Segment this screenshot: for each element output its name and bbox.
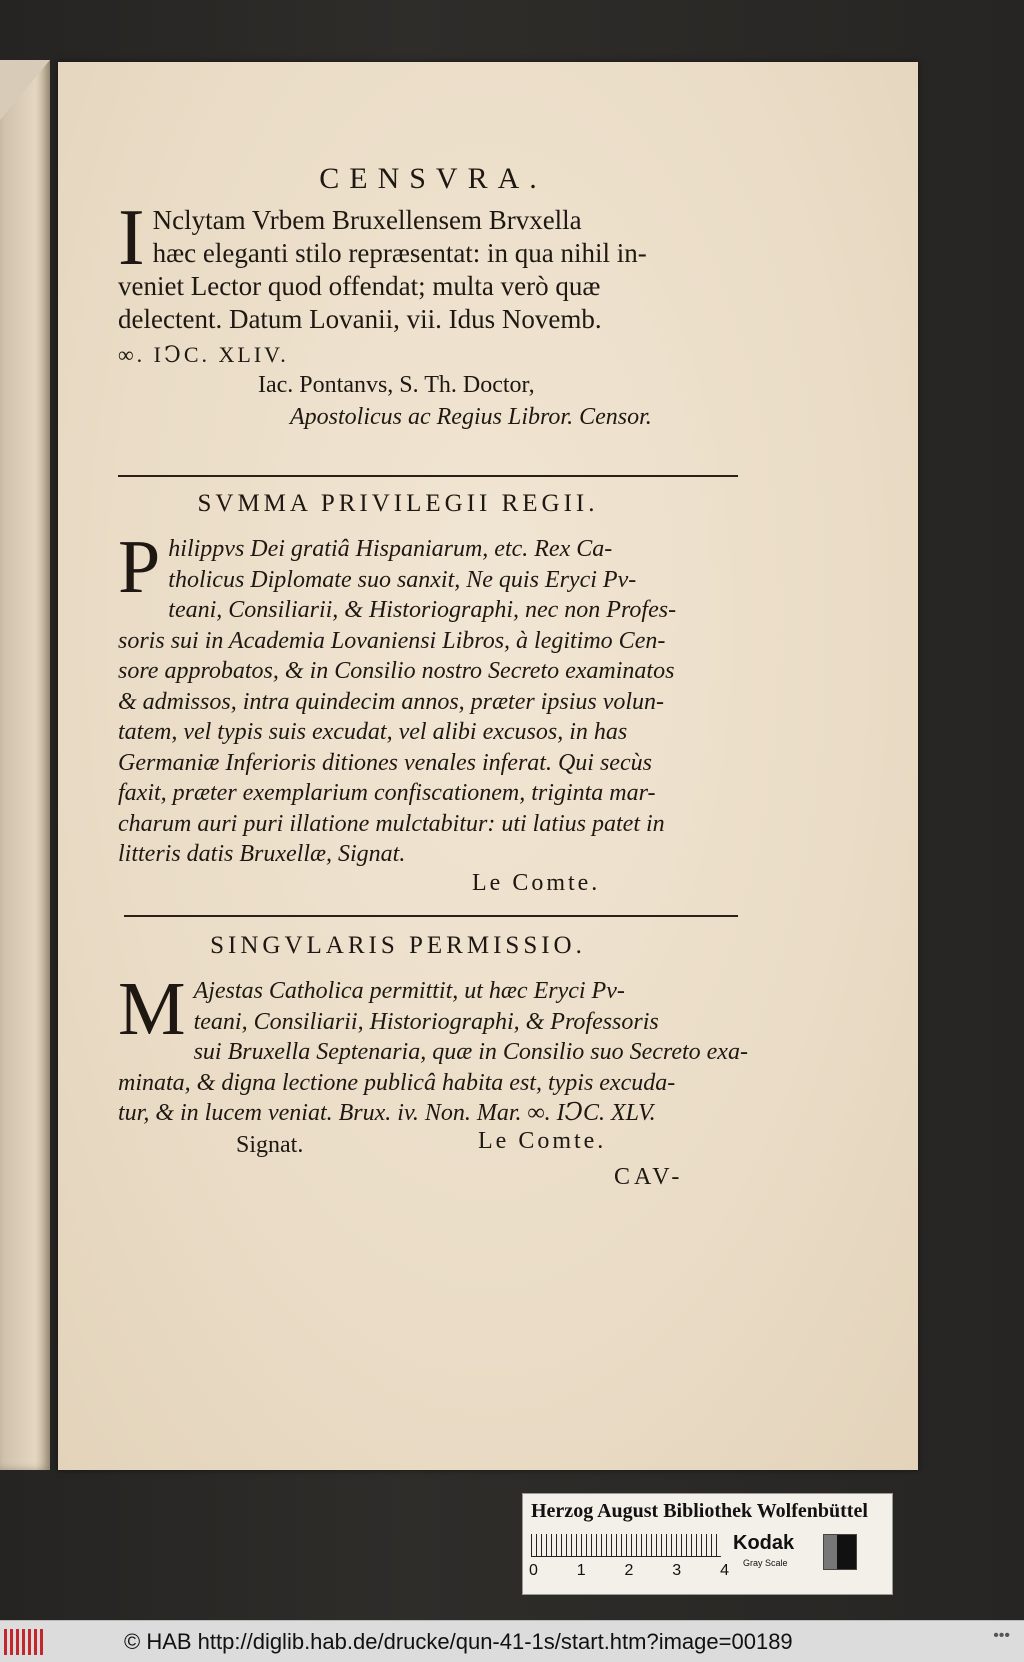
- catchword: CAV-: [614, 1164, 684, 1190]
- scanned-page: [58, 62, 918, 1470]
- copyright-url[interactable]: © HAB http://diglib.hab.de/drucke/qun-41-1s/start.htm?image=00189: [124, 1629, 793, 1654]
- permissio-line-3: sui Bruxella Septenaria, quæ in Consilio suo Secreto exa-: [193, 1039, 748, 1065]
- privilegium-signature: Le Comte.: [472, 870, 601, 896]
- permissio-signature: Le Comte.: [478, 1128, 607, 1154]
- censura-text: [118, 194, 748, 336]
- color-target-card: [522, 1493, 893, 1595]
- privilegium-line-7: tatem, vel typis suis excudat, vel alibi excusos, in has: [118, 719, 628, 745]
- hab-logo-icon: [4, 1629, 46, 1655]
- privilegium-dropcap: P: [118, 525, 161, 609]
- censura-signer-1: Iac. Pontanvs, S. Th. Doctor,: [258, 372, 535, 398]
- divider-rule: [124, 915, 738, 917]
- ruler-number: 4: [720, 1562, 729, 1579]
- gray-scale-label: Gray Scale: [743, 1558, 788, 1568]
- privilegium-line-9: faxit, præter exemplarium confiscationem, triginta mar-: [118, 780, 656, 806]
- censura-date: ∞. IↃC. XLIV.: [118, 342, 289, 367]
- censura-line-2: hæc eleganti stilo repræsentat: in qua nihil in-: [152, 238, 647, 268]
- censura-line-3: veniet Lector quod offendat; multa verò quæ: [118, 271, 601, 301]
- more-icon[interactable]: •••: [993, 1627, 1010, 1644]
- permissio-line-2: teani, Consiliarii, Historiographi, & Professoris: [193, 1008, 659, 1035]
- privilegium-line-3: teani, Consiliarii, & Historiographi, nec non Profes-: [168, 597, 677, 623]
- permissio-dropcap: M: [118, 967, 186, 1051]
- ruler-numbers: [529, 1562, 729, 1580]
- ruler-number: 3: [672, 1562, 682, 1579]
- censura-dropcap: I: [118, 194, 145, 282]
- previous-page-edge: [0, 60, 50, 1470]
- censura-signer-2: Apostolicus ac Regius Libror. Censor.: [290, 404, 652, 430]
- ruler-number: 2: [624, 1562, 634, 1579]
- privilegium-line-2: tholicus Diplomate suo sanxit, Ne quis Eryci Pv-: [168, 566, 637, 593]
- privilegium-line-10: charum auri puri illatione mulctabitur: uti latius patet in: [118, 810, 665, 837]
- permissio-line-4: minata, & digna lectione publicâ habita est, typis excuda-: [118, 1069, 676, 1096]
- censura-line-4: delectent. Datum Lovanii, vii. Idus Novemb.: [118, 304, 602, 334]
- divider-rule: [118, 475, 738, 477]
- privilegium-text: [118, 525, 748, 870]
- gray-swatch: [823, 1534, 857, 1570]
- permissio-text: [118, 967, 748, 1129]
- kodak-label: Kodak: [733, 1532, 795, 1554]
- scale-ruler: [531, 1534, 721, 1557]
- status-bar: [0, 1620, 1024, 1662]
- permissio-signat: Signat.: [236, 1132, 304, 1158]
- page-corner: [0, 60, 50, 120]
- permissio-line-1: Ajestas Catholica permittit, ut hæc Eryci Pv-: [193, 978, 625, 1004]
- ruler-number: 0: [529, 1562, 538, 1579]
- permissio-line-5: tur, & in lucem veniat. Brux. iv. Non. Mar. ∞. IↃC. XLV.: [118, 1100, 656, 1126]
- privilegium-line-6: & admissos, intra quindecim annos, præter ipsius volun-: [118, 688, 665, 715]
- permissio-heading: SINGVLARIS PERMISSIO.: [210, 932, 586, 959]
- privilegium-line-4: soris sui in Academia Lovaniensi Libros, à legitimo Cen-: [118, 627, 666, 654]
- privilegium-heading: SVMMA PRIVILEGII REGII.: [197, 490, 599, 517]
- censura-line-1: Nclytam Vrbem Bruxellensem Brvxella: [152, 205, 582, 235]
- privilegium-line-5: sore approbatos, & in Consilio nostro Secreto examinatos: [118, 658, 675, 684]
- privilegium-line-11: litteris datis Bruxellæ, Signat.: [118, 841, 406, 867]
- library-name: Herzog August Bibliothek Wolfenbüttel: [531, 1500, 868, 1522]
- privilegium-line-8: Germaniæ Inferioris ditiones venales inferat. Qui secùs: [118, 749, 652, 776]
- censura-heading: CENSVRA.: [319, 162, 547, 195]
- ruler-number: 1: [576, 1562, 586, 1579]
- privilegium-line-1: hilippvs Dei gratiâ Hispaniarum, etc. Rex Ca-: [168, 536, 613, 562]
